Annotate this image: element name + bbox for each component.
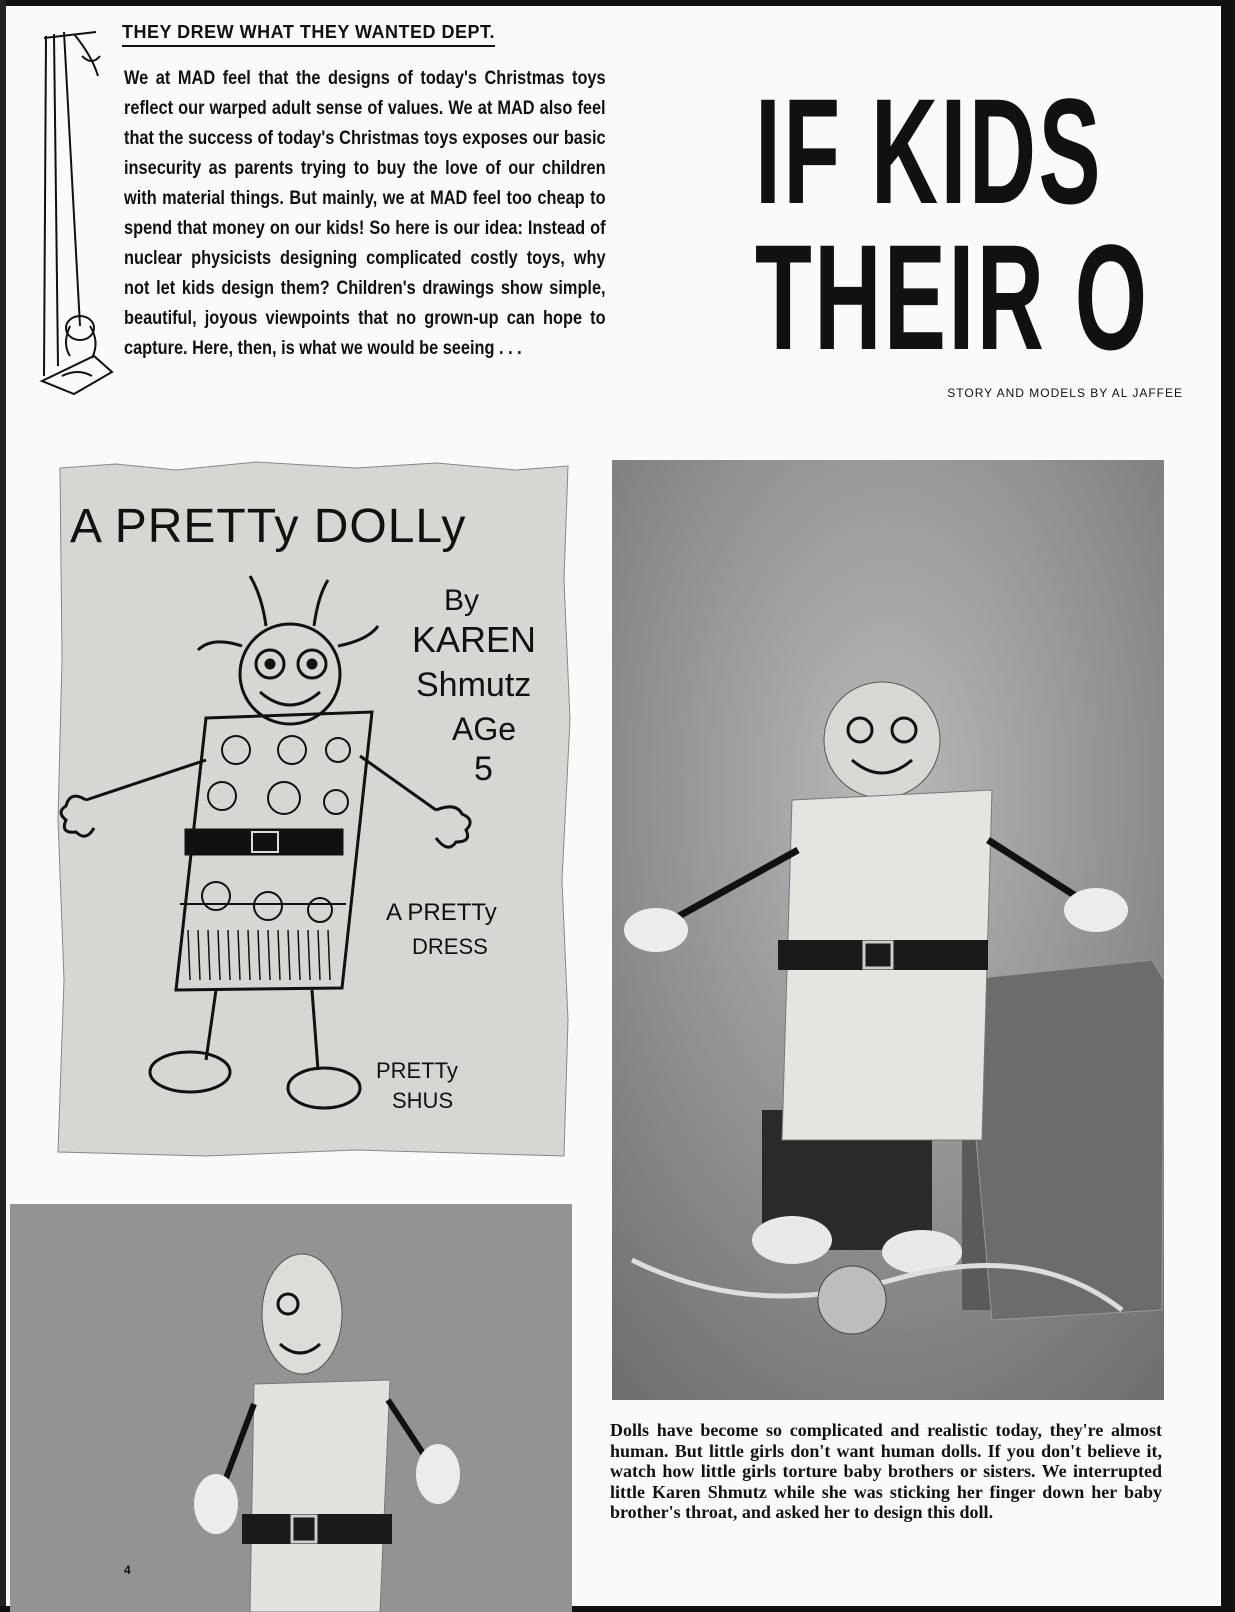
drawing-by: By: [444, 584, 480, 617]
doll-photo-large: [612, 460, 1164, 1400]
doll-photo-large-art: [612, 460, 1164, 1400]
drawing-age-value: 5: [474, 750, 493, 788]
byline: STORY AND MODELS BY AL JAFFEE: [947, 386, 1183, 400]
drawing-shoes-label-1: PRETTy: [376, 1058, 458, 1083]
drawing-shoes-label-2: SHUS: [392, 1088, 454, 1113]
drawing-artist-first: KAREN: [412, 619, 537, 660]
intro-paragraph: [124, 64, 606, 364]
drawing-artist-last: Shmutz: [416, 666, 532, 704]
headline-line-1: IF KIDS: [755, 67, 1104, 235]
department-heading: THEY DREW WHAT THEY WANTED DEPT.: [122, 22, 495, 47]
caption-text: Dolls have become so complicated and realistic today, they're almost human. But little girls don't want human dolls. If you don't believe it, watch how little girls torture baby brothers or sisters. We interrupted little Karen Shmutz while she was sticking her finger down her baby brother's throat, and asked her to design this doll.: [610, 1420, 1162, 1522]
page-number: 4: [124, 1563, 131, 1577]
page-border-right: [1221, 0, 1235, 1612]
drawing-title: A PRETTy DOLLy: [70, 500, 467, 553]
intro-text: We at MAD feel that the designs of today's Christmas toys reflect our warped adult sense of values. We at MAD also feel that the success of today's Christmas toys exposes our basic insecurity as parents trying to buy the love of our children with material things. But mainly, we at MAD feel too cheap to spend that money on our kids! So here is our idea: Instead of nuclear physicists designing complicated costly toys, why not let kids design them? Children's drawings show simple, beautiful, joyous viewpoints that no grown-up can hope to capture. Here, then, is what we would be seeing . . .: [124, 68, 606, 359]
photo-caption: [610, 1420, 1162, 1523]
doll-photo-small-art: [10, 1204, 572, 1612]
doll-photo-small: [10, 1204, 572, 1612]
headline-line-2: THEIR O: [755, 213, 1150, 381]
child-drawing: [56, 460, 572, 1160]
margin-cartoon-illustration: [34, 26, 114, 402]
page-border-left: [0, 0, 6, 1612]
page-border-top: [0, 0, 1235, 6]
headline: [755, 67, 1150, 381]
drawing-dress-label-2: DRESS: [412, 934, 488, 959]
drawing-age-label: AGe: [452, 711, 517, 747]
drawing-dress-label-1: A PRETTy: [386, 899, 497, 926]
